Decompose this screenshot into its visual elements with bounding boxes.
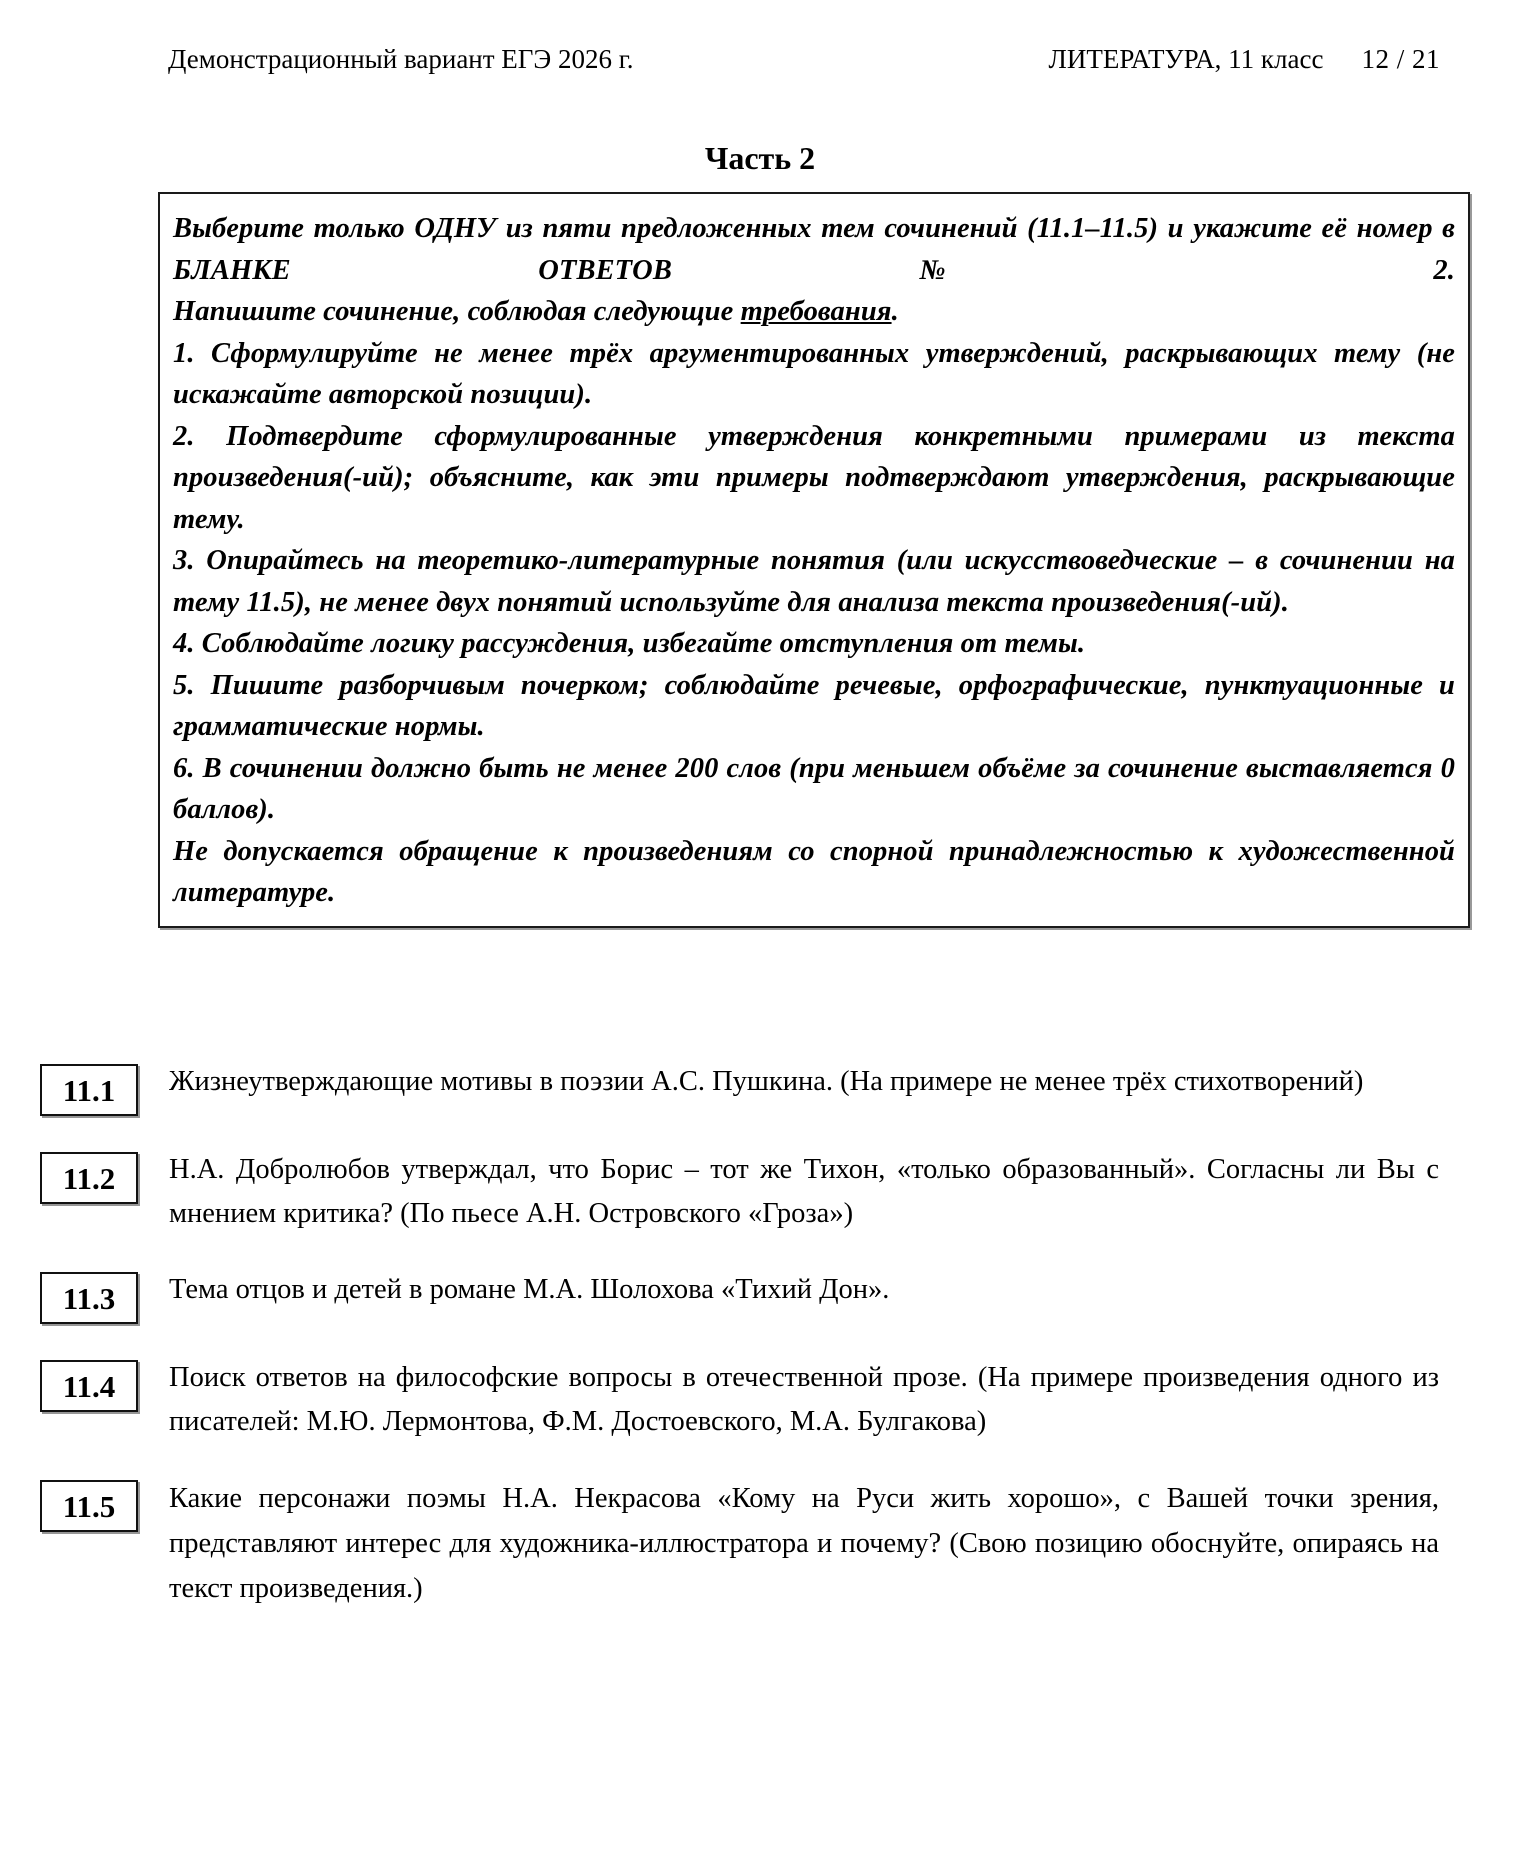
task-number-badge: 11.4 — [40, 1360, 138, 1412]
task-text: Тема отцов и детей в романе М.А. Шолохова «Тихий Дон». — [169, 1274, 890, 1305]
instruction-closing-note: Не допускается обращение к произведениям со спорной принадлежностью к художественной литературе. — [173, 835, 1455, 908]
header-exam-variant: Демонстрационный вариант ЕГЭ 2026 г. — [168, 44, 634, 74]
instruction-requirement-6: 6. В сочинении должно быть не менее 200 слов (при меньшем объёме за сочинение выставляется 0 баллов). — [173, 752, 1455, 825]
task-item — [0, 1148, 1520, 1236]
task-item — [0, 1476, 1520, 1611]
task-item — [0, 1060, 1520, 1116]
instruction-requirement-1: 1. Сформулируйте не менее трёх аргументированных утверждений, раскрывающих тему (не искажайте авторской позиции). — [173, 337, 1455, 410]
task-text: Н.А. Добролюбов утверждал, что Борис – тот же Тихон, «только образованный». Согласны ли Вы с мнением критика? (По пьесе А.Н. Островского «Гроза») — [169, 1154, 1439, 1229]
task-number-badge: 11.2 — [40, 1152, 138, 1204]
essay-topic-list — [0, 1060, 1520, 1643]
instruction-intro-write — [173, 291, 1455, 333]
task-item — [0, 1268, 1520, 1324]
task-number-badge: 11.3 — [40, 1272, 138, 1324]
task-text: Какие персонажи поэмы Н.А. Некрасова «Кому на Руси жить хорошо», с Вашей точки зрения, представляют интерес для художника-иллюстратора и почему? (Свою позицию обоснуйте, опираясь на текст произведения.) — [169, 1483, 1439, 1604]
header-page-number: 12 / 21 — [1361, 44, 1440, 74]
task-text: Поиск ответов на философские вопросы в отечественной прозе. (На примере произведения одного из писателей: М.Ю. Лермонтова, Ф.М. Достоевского, М.А. Булгакова) — [169, 1362, 1439, 1437]
task-text: Жизнеутверждающие мотивы в поэзии А.С. Пушкина. (На примере не менее трёх стихотворений) — [169, 1066, 1364, 1097]
task-number-badge: 11.1 — [40, 1064, 138, 1116]
page-title: Часть 2 — [704, 140, 816, 176]
instruction-requirement-3: 3. Опирайтесь на теоретико-литературные понятия (или искусствоведческие – в сочинении на тему 11.5), не менее двух понятий используйте для анализа текста произведения(-ий). — [173, 545, 1455, 618]
header-subject-grade: ЛИТЕРАТУРА, 11 класс — [1048, 44, 1324, 74]
instruction-requirement-2: 2. Подтвердите сформулированные утверждения конкретными примерами из текста произведения(-ий); объясните, как эти примеры подтверждают утверждения, раскрывающие тему. — [173, 420, 1455, 535]
instruction-box — [158, 192, 1470, 928]
instruction-write-prefix: Напишите сочинение, соблюдая следующие — [173, 296, 741, 327]
instruction-requirements-underlined: требования — [740, 296, 892, 327]
instruction-requirement-5: 5. Пишите разборчивым почерком; соблюдайте речевые, орфографические, пунктуационные и грамматические нормы. — [173, 669, 1455, 742]
running-header — [168, 42, 1440, 76]
task-item — [0, 1356, 1520, 1444]
header-right-group — [1049, 42, 1440, 76]
instruction-intro-choose: Выберите только ОДНУ из пяти предложенных тем сочинений (11.1–11.5) и укажите её номер в БЛАНКЕ ОТВЕТОВ № 2. — [173, 213, 1455, 286]
task-number-badge: 11.5 — [40, 1480, 138, 1532]
instruction-requirement-4: 4. Соблюдайте логику рассуждения, избегайте отступления от темы. — [173, 628, 1086, 659]
instruction-write-suffix: . — [891, 296, 899, 327]
